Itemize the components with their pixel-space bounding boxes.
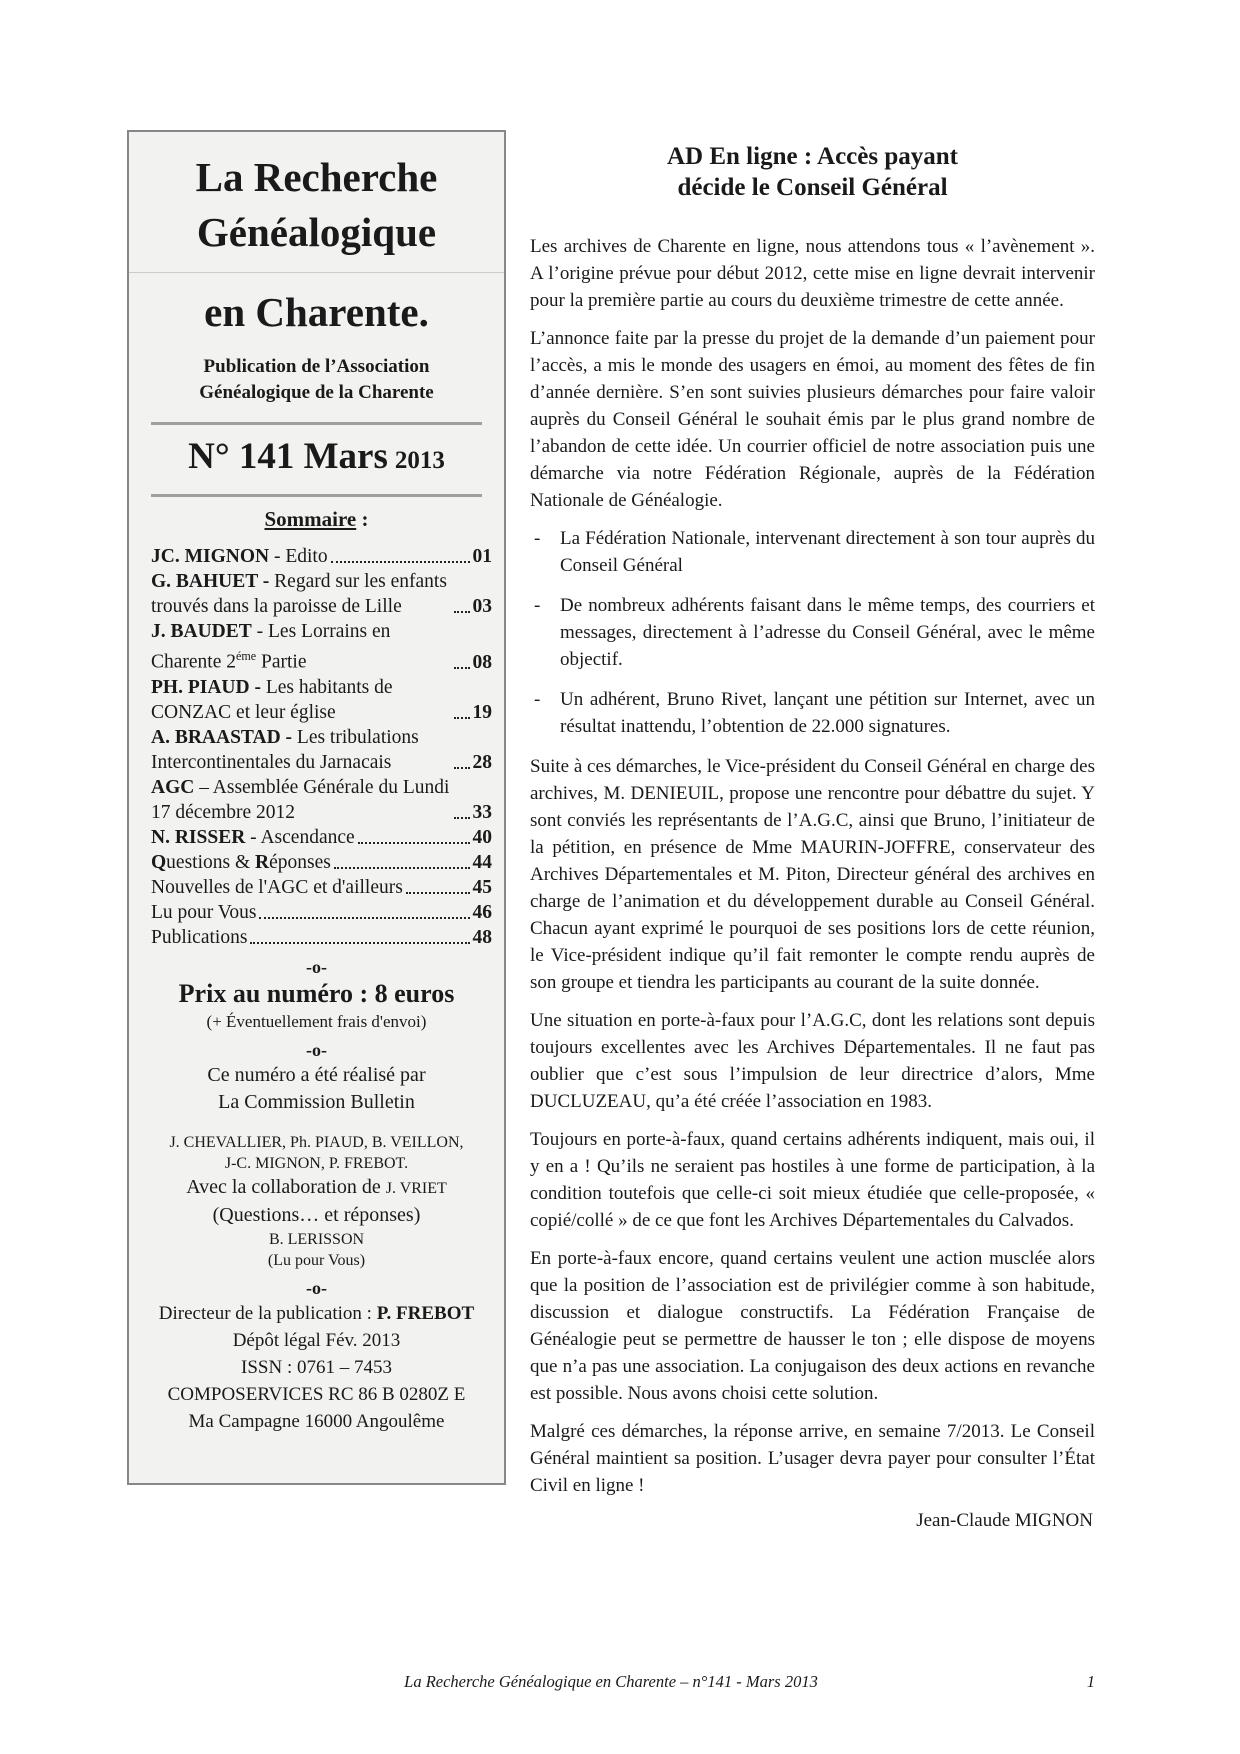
divider (151, 422, 481, 425)
toc-entry-label: Questions & Réponses (151, 851, 331, 873)
toc-page-number: 03 (472, 596, 492, 617)
toc-heading-text: Sommaire (264, 507, 357, 531)
article-list-item (530, 686, 1095, 740)
credits-made-by-line2: La Commission Bulletin (218, 1090, 415, 1113)
toc-entry (151, 850, 492, 875)
toc-entry-label: Nouvelles de l'AGC et d'ailleurs (151, 876, 403, 898)
article-list-item (530, 525, 1095, 579)
list-dash-marker: - (534, 689, 541, 710)
toc-entry-label: G. BAHUET - Regard sur les enfants trouvés dans la paroisse de Lille (151, 571, 447, 617)
publication-subtitle: Publication de l’Association Généalogique de la Charente (199, 356, 434, 403)
issue-label: N° 141 Mars (188, 436, 388, 477)
toc-entry-label: AGC – Assemblée Générale du Lundi 17 décembre 2012 (151, 776, 450, 823)
article-paragraph: Toujours en porte-à-faux, quand certains adhérents indiquent, mais oui, il y en a ! Qu’ils ne seraient pas hostiles à une forme de participation, à la condition toutefois que celle-ci soit mieux étudiée que celle-proposée, « copié/collé » de ce que font les Archives Départementales du Calvados. (530, 1129, 1095, 1231)
imprint-director-label: Directeur de la publication : (158, 1302, 372, 1324)
imprint-printer: COMPOSERVICES RC 86 B 0280Z E (167, 1383, 466, 1405)
article-title-line1: AD En ligne : Accès payant (667, 143, 958, 170)
toc-dotted-leader (454, 767, 470, 769)
collaboration-name: J. VRIET (385, 1179, 447, 1197)
divider (151, 494, 481, 497)
price-line: Prix au numéro : 8 euros (178, 978, 455, 1008)
toc-page-number: 40 (472, 826, 492, 848)
collaboration-prefix: Avec la collaboration de (186, 1175, 381, 1198)
toc-page-number: 28 (472, 751, 492, 773)
list-item-text: Un adhérent, Bruno Rivet, lançant une pétition sur Internet, avec un résultat inattendu, l’obtention de 22.000 signatures. (560, 689, 1095, 737)
article-list-item (530, 592, 1095, 673)
issue-number (137, 435, 496, 478)
list-dash-marker: - (534, 595, 541, 616)
toc-dotted-leader (250, 942, 469, 944)
imprint-address: Ma Campagne 16000 Angoulême (188, 1410, 445, 1432)
toc-dotted-leader (259, 917, 469, 919)
toc-dotted-leader (358, 842, 470, 844)
page-footer (127, 1672, 1095, 1692)
toc-dotted-leader (454, 717, 470, 719)
toc-heading-colon: : (356, 507, 369, 531)
collaboration-role2: (Lu pour Vous) (267, 1251, 366, 1269)
toc-dotted-leader (454, 817, 470, 819)
toc-page-number: 45 (472, 876, 492, 898)
toc-entry-label: JC. MIGNON - Edito (151, 546, 328, 567)
toc-entry (151, 619, 492, 675)
toc-entry (151, 675, 492, 725)
article-paragraph: En porte-à-faux encore, quand certains veulent une action musclée alors que la position de l’association est de privilégier comme à son habitude, discussion et dialogue constructifs. La Fédération Française de Généalogie peut se permettre de hausser le ton ; elle dispose de moyens que n’a pas une association. La conjugaison des deux actions en revanche est possible. Nous avons choisi cette solution. (530, 1248, 1095, 1404)
toc-dotted-leader (454, 667, 470, 669)
article-title (530, 141, 1095, 203)
article-paragraph: Suite à ces démarches, le Vice-président du Conseil Général en charge des archives, M. DENIEUIL, propose une rencontre pour débattre du sujet. Y sont conviés les représentants de l’A.G.C, ainsi que Bruno, l’initiateur de la pétition, en présence de Mme MAURIN-JOFFRE, conservateur des Archives Départementales et M. Piton, Directeur général des archives en charge de l’animation et du développement durable au Conseil Général. Chacun ayant exprimé le pourquoi de ses positions lors de cette réunion, le Vice-président indique qu’il fait remonter le compte rendu auprès de son groupe et tiendra les participants au courant de la suite donnée. (530, 756, 1095, 993)
toc-page-number: 46 (472, 901, 492, 923)
collaboration-role: (Questions… et réponses) (212, 1203, 421, 1226)
toc-entry (151, 875, 492, 900)
credits-made-by-line1: Ce numéro a été réalisé par (207, 1063, 426, 1086)
toc-entry (151, 775, 492, 825)
table-of-contents (137, 542, 496, 950)
article-signature: Jean-Claude MIGNON (916, 1510, 1093, 1531)
toc-page-number: 08 (472, 651, 492, 673)
toc-entry-label: N. RISSER - Ascendance (151, 826, 355, 848)
toc-page-number: 19 (472, 701, 492, 723)
toc-entry (151, 569, 492, 619)
toc-entry (151, 544, 492, 569)
toc-dotted-leader (331, 561, 470, 563)
toc-entry-label: Lu pour Vous (151, 901, 257, 923)
separator-ornament: -o- (306, 956, 327, 977)
article-column (530, 133, 1095, 1532)
toc-entry (151, 725, 492, 775)
toc-entry (151, 925, 492, 950)
toc-page-number: 01 (472, 546, 492, 567)
article-paragraph: Malgré ces démarches, la réponse arrive, en semaine 7/2013. Le Conseil Général maintient sa position. L’usager devra payer pour consulter l’État Civil en ligne ! (530, 1421, 1095, 1496)
toc-entry-label: Publications (151, 926, 248, 948)
masthead-box (127, 130, 506, 1485)
issue-year: 2013 (394, 447, 445, 474)
spacer (137, 1116, 496, 1132)
toc-dotted-leader (454, 611, 470, 613)
credits-committee-line1: J. CHEVALLIER, Ph. PIAUD, B. VEILLON, (169, 1133, 464, 1151)
separator-ornament: -o- (306, 1039, 327, 1060)
toc-entry-label: J. BAUDET - Les Lorrains en Charente $2^{éme}$ Partie (151, 621, 391, 673)
price-note: (+ Éventuellement frais d'envoi) (206, 1011, 427, 1031)
separator-ornament: -o- (306, 1277, 327, 1298)
imprint-director (137, 1300, 496, 1327)
toc-entry-label: PH. PIAUD - Les habitants de CONZAC et leur église (151, 676, 393, 723)
article-title-line2: décide le Conseil Général (677, 174, 948, 201)
footer-page-number: 1 (1086, 1672, 1095, 1691)
toc-dotted-leader (406, 892, 470, 894)
credits-collaboration (137, 1174, 496, 1202)
publication-title-part2: en Charente. (204, 289, 429, 335)
list-item-text: La Fédération Nationale, intervenant directement à son tour auprès du Conseil Général (560, 528, 1095, 576)
toc-entry (151, 825, 492, 850)
publication-title-part1: La Recherche Généalogique (129, 142, 504, 273)
article-paragraph: L’annonce faite par la presse du projet de la demande d’un paiement pour l’accès, a mis le monde des usagers en émoi, au moment des fêtes de fin d’année dernière. S’en sont suivies plusieurs démarches pour faire valoir auprès du Conseil Général le souhait émis par le plus grand nombre de l’abandon de cette idée. Un courrier officiel de notre association puis une démarche via notre Fédération Régionale, auprès de la Fédération Nationale de Généalogie. (530, 328, 1095, 511)
credits-committee-line2: J-C. MIGNON, P. FREBOT. (224, 1154, 409, 1172)
toc-entry (151, 900, 492, 925)
toc-page-number: 33 (472, 801, 492, 823)
article-body (530, 233, 1095, 1499)
list-item-text: De nombreux adhérents faisant dans le même temps, des courriers et messages, directement à l’adresse du Conseil Général, avec le même objectif. (560, 595, 1095, 670)
article-paragraph: Les archives de Charente en ligne, nous attendons tous « l’avènement ». A l’origine prévue pour début 2012, cette mise en ligne devrait intervenir pour la première partie au cours du deuxième trimestre de cette année. (530, 236, 1095, 311)
list-dash-marker: - (534, 528, 541, 549)
imprint-issn: ISSN : 0761 – 7453 (241, 1356, 392, 1378)
toc-entry-label: A. BRAASTAD - Les tribulations Intercontinentales du Jarnacais (151, 726, 419, 773)
toc-page-number: 44 (472, 851, 492, 873)
toc-dotted-leader (334, 867, 470, 869)
toc-page-number: 48 (472, 926, 492, 948)
toc-heading (137, 507, 496, 532)
footer-running-title: La Recherche Généalogique en Charente – n°141 - Mars 2013 (404, 1672, 818, 1691)
collaboration-name2: B. LERISSON (268, 1230, 365, 1248)
article-paragraph: Une situation en porte-à-faux pour l’A.G.C, dont les relations sont depuis toujours excellentes avec les Archives Départementales. Il ne faut pas oublier que c’est sous l’impulsion de leur directrice d’alors, Mme DUCLUZEAU, qu’a été créée l’association en 1983. (530, 1010, 1095, 1112)
imprint-director-name: P. FREBOT (376, 1302, 475, 1324)
imprint-legal: Dépôt légal Fév. 2013 (232, 1329, 401, 1351)
